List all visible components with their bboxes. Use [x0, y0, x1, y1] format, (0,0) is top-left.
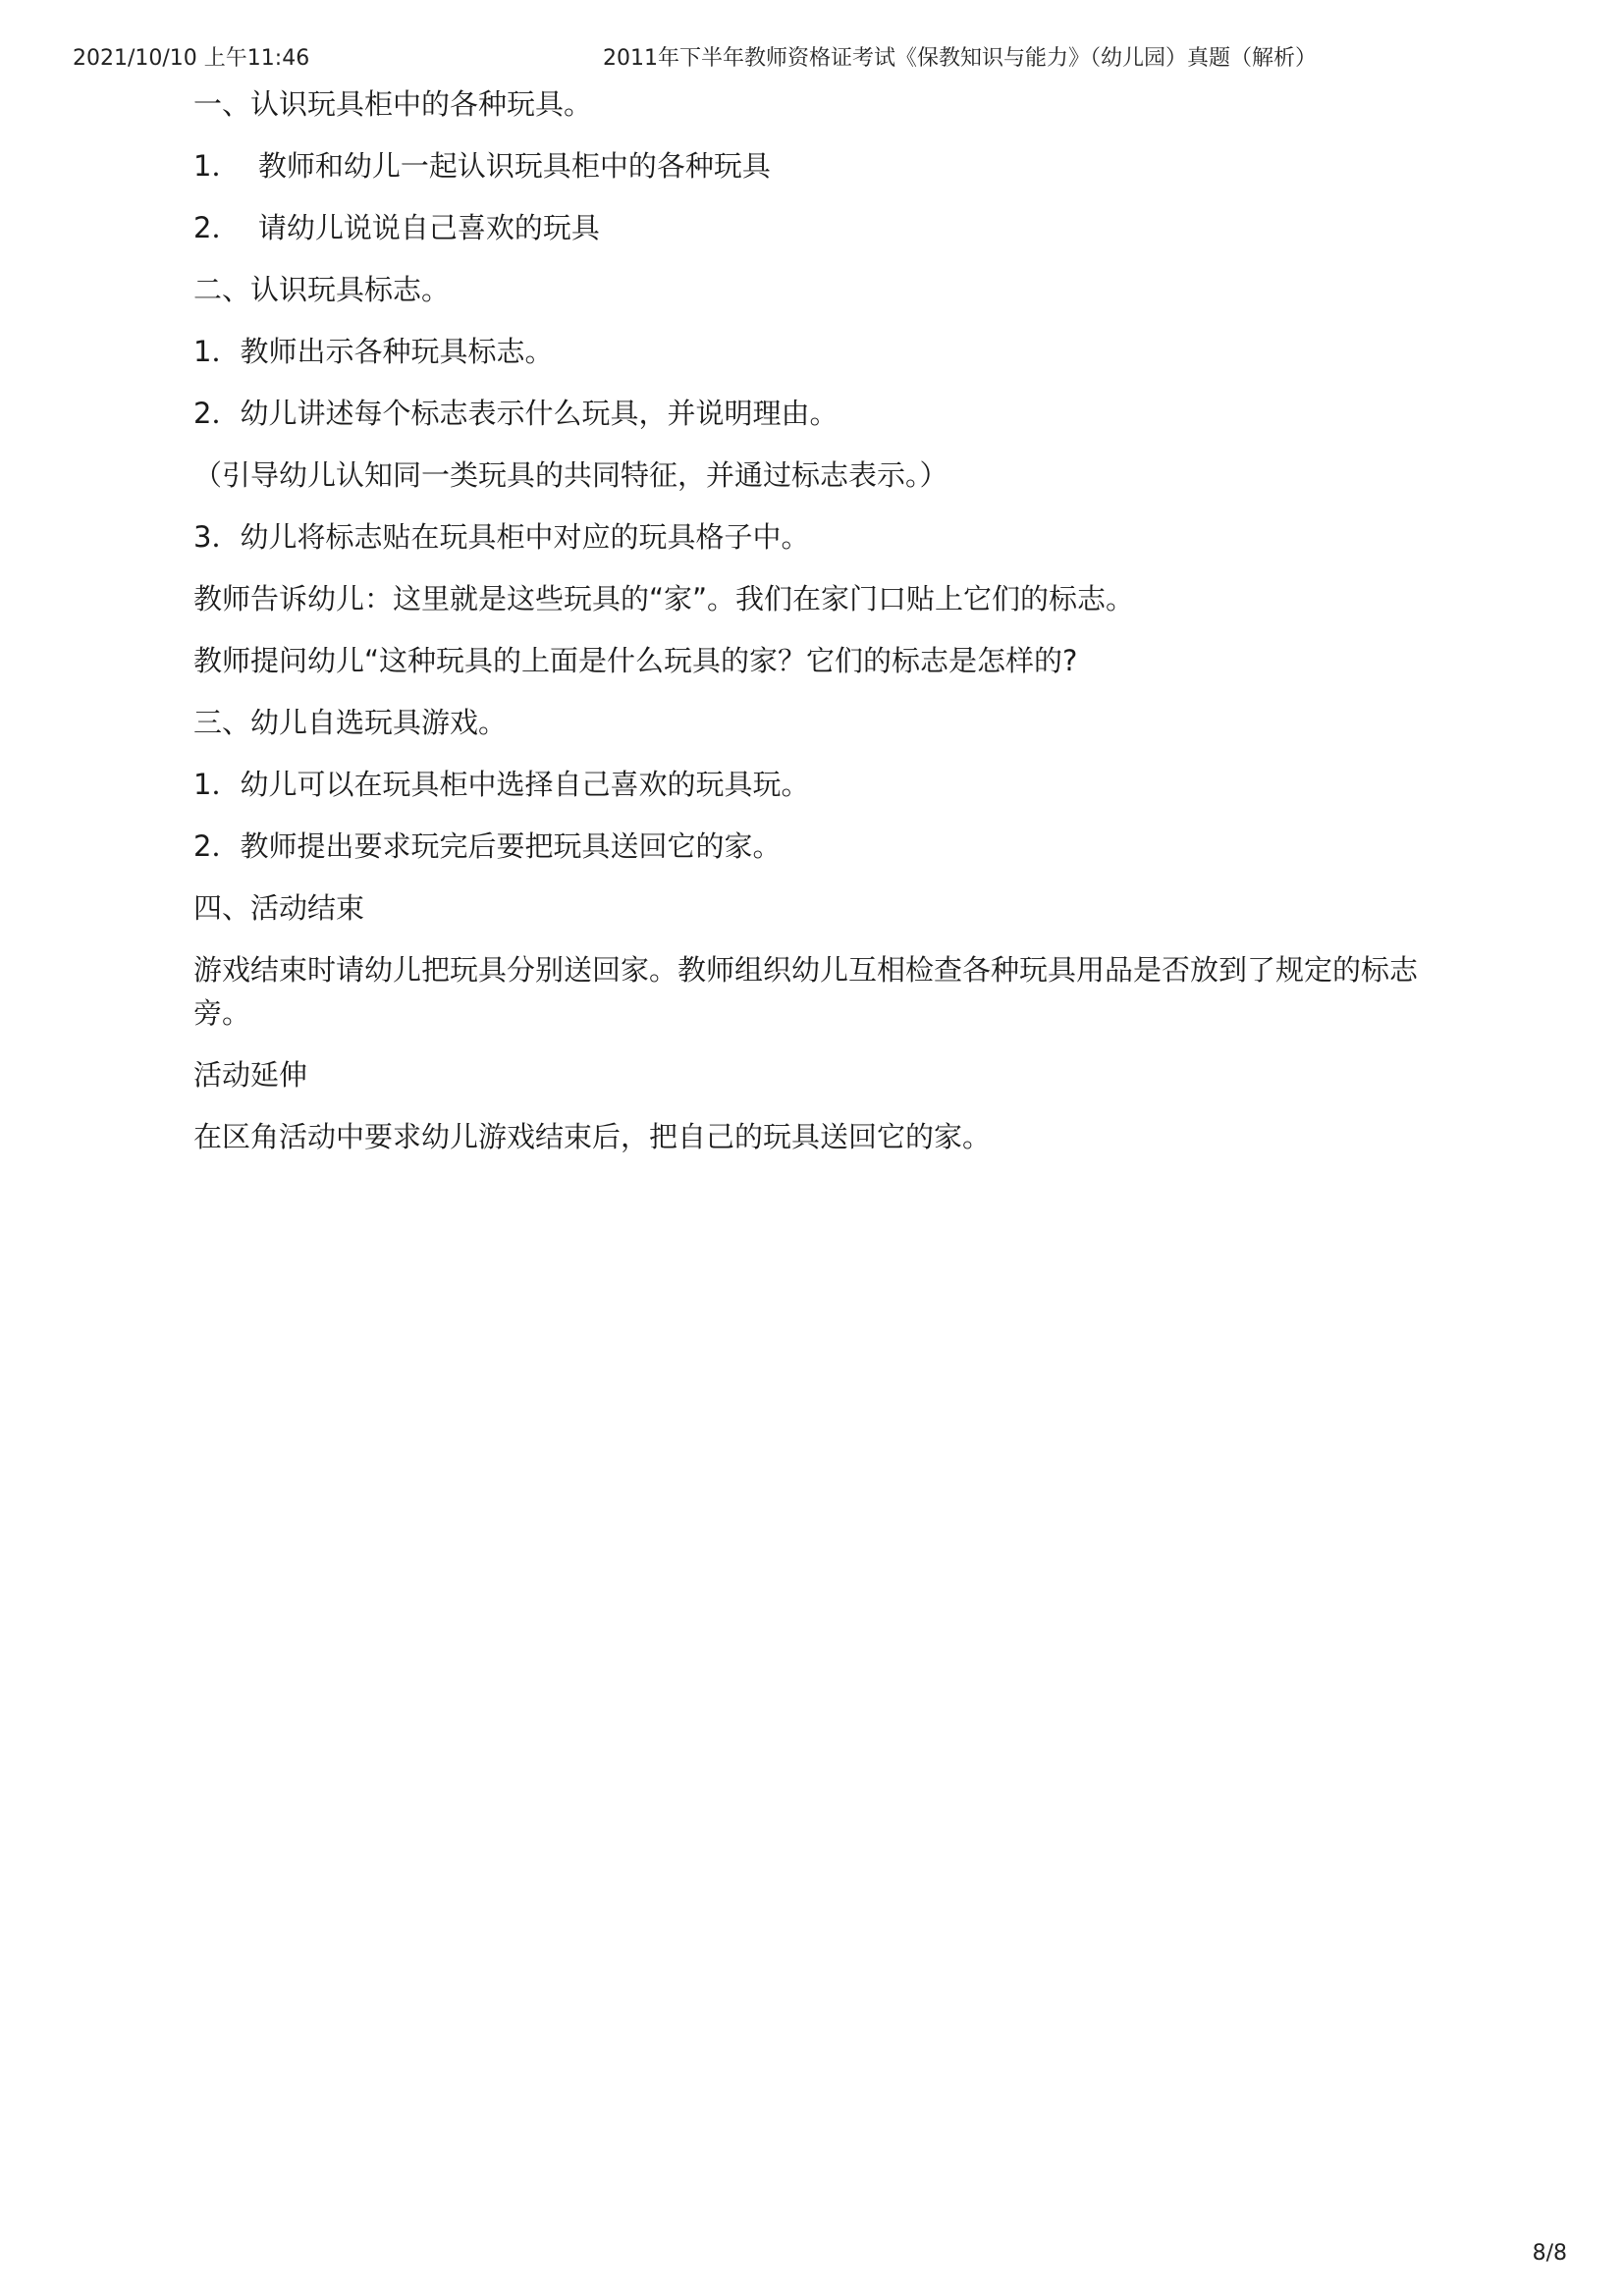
list-item: 2．教师提出要求玩完后要把玩具送回它的家。: [193, 829, 782, 863]
section-heading: 一、认识玩具柜中的各种玩具。: [193, 87, 593, 121]
section-heading: 二、认识玩具标志。: [193, 273, 451, 306]
body-paragraph: 教师提问幼儿“这种玩具的上面是什么玩具的家？它们的标志是怎样的?: [193, 644, 1078, 677]
section-heading: 四、活动结束: [193, 891, 365, 925]
list-item: 3．幼儿将标志贴在玩具柜中对应的玩具格子中。: [193, 520, 810, 554]
note-paragraph: （引导幼儿认知同一类玩具的共同特征，并通过标志表示。）: [193, 458, 948, 492]
list-item: 1． 教师和幼儿一起认识玩具柜中的各种玩具: [193, 149, 771, 183]
body-paragraph: 教师告诉幼儿：这里就是这些玩具的“家”。我们在家门口贴上它们的标志。: [193, 582, 1135, 615]
page-number: 8/8: [1532, 2241, 1567, 2266]
body-paragraph: 游戏结束时请幼儿把玩具分别送回家。教师组织幼儿互相检查各种玩具用品是否放到了规定的标志旁。: [193, 953, 1419, 1030]
section-heading: 活动延伸: [193, 1058, 308, 1092]
section-heading: 三、幼儿自选玩具游戏。: [193, 706, 508, 739]
list-item: 1．幼儿可以在玩具柜中选择自己喜欢的玩具玩。: [193, 768, 810, 801]
page-header: [0, 41, 1624, 73]
list-item: 2． 请幼儿说说自己喜欢的玩具: [193, 211, 600, 244]
body-paragraph: 在区角活动中要求幼儿游戏结束后，把自己的玩具送回它的家。: [193, 1120, 992, 1153]
header-datetime: 2021/10/10 上午11:46: [73, 46, 310, 71]
list-item: 2．幼儿讲述每个标志表示什么玩具，并说明理由。: [193, 397, 839, 430]
list-item: 1．教师出示各种玩具标志。: [193, 335, 554, 368]
document-body: [193, 82, 1460, 1177]
header-document-title: 2011年下半年教师资格证考试《保教知识与能力》（幼儿园）真题（解析）: [603, 46, 1317, 71]
